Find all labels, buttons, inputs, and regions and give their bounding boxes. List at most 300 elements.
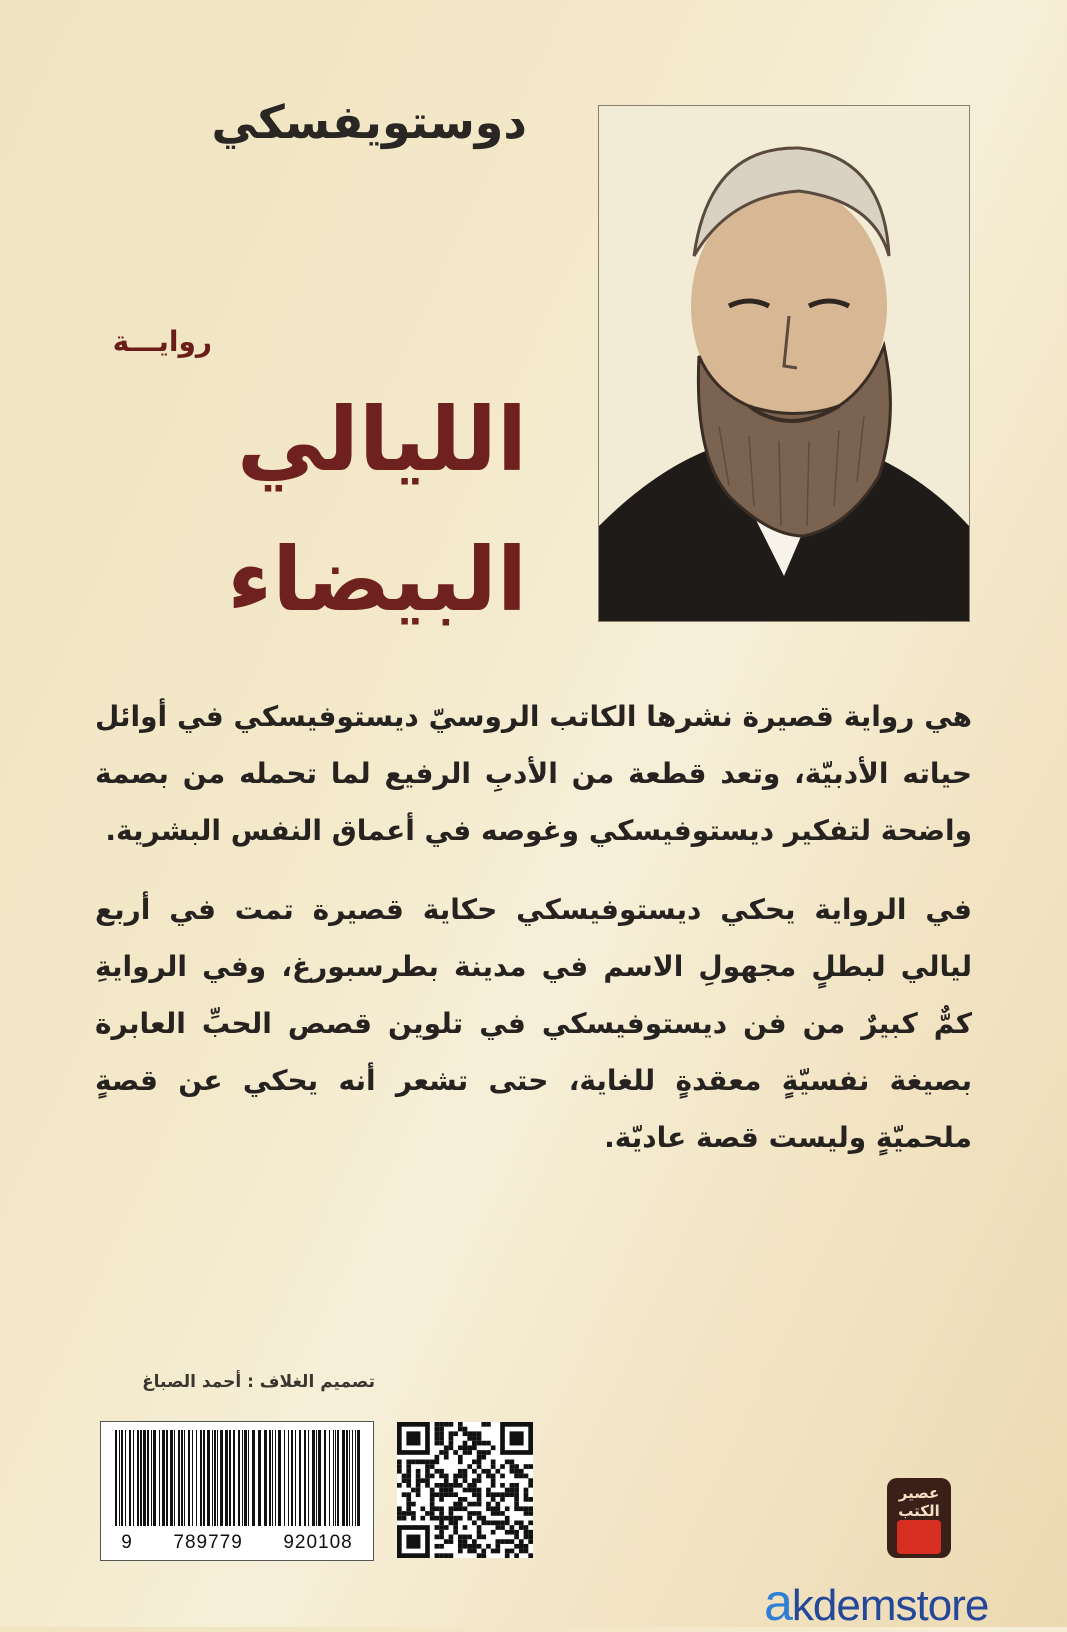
qr-module <box>514 1530 519 1535</box>
book-title-line-2: البيضاء <box>227 528 527 631</box>
qr-module <box>406 1469 411 1474</box>
barcode-bar <box>312 1430 315 1526</box>
qr-module <box>463 1478 468 1483</box>
barcode-bar <box>119 1430 120 1526</box>
barcode-bar <box>200 1430 202 1526</box>
barcode-bar <box>178 1430 180 1526</box>
author-portrait-illustration <box>599 106 969 621</box>
book-title-line-1: الليالي <box>236 388 527 491</box>
qr-module <box>528 1530 533 1535</box>
qr-module <box>481 1450 486 1455</box>
qr-module <box>510 1488 515 1493</box>
isbn-group-2: 920108 <box>283 1532 353 1553</box>
qr-module <box>449 1511 454 1516</box>
qr-module <box>458 1445 463 1450</box>
barcode-bar <box>143 1430 146 1526</box>
qr-module <box>449 1488 454 1493</box>
qr-module <box>472 1445 477 1450</box>
qr-module <box>444 1553 449 1558</box>
barcode-bar <box>242 1430 243 1526</box>
qr-module <box>425 1511 430 1516</box>
barcode-bar <box>269 1430 271 1526</box>
qr-module <box>463 1445 468 1450</box>
qr-module <box>467 1511 472 1516</box>
qr-module <box>458 1516 463 1521</box>
qr-module <box>435 1469 440 1474</box>
qr-module <box>505 1553 510 1558</box>
qr-module <box>510 1464 515 1469</box>
qr-module <box>519 1469 524 1474</box>
qr-module <box>416 1492 421 1497</box>
qr-module <box>453 1474 458 1479</box>
qr-module <box>472 1502 477 1507</box>
qr-module <box>444 1525 449 1530</box>
qr-module <box>495 1492 500 1497</box>
qr-module <box>402 1516 407 1521</box>
qr-module <box>472 1549 477 1554</box>
qr-module <box>449 1539 454 1544</box>
qr-module <box>472 1436 477 1441</box>
qr-module <box>514 1483 519 1488</box>
qr-module <box>486 1450 491 1455</box>
qr-module <box>425 1460 430 1465</box>
barcode-bar <box>181 1430 183 1526</box>
barcode-bar <box>207 1430 210 1526</box>
qr-module <box>439 1422 444 1427</box>
qr-module <box>477 1436 482 1441</box>
qr-module <box>402 1492 407 1497</box>
qr-module <box>481 1516 486 1521</box>
qr-module <box>453 1506 458 1511</box>
qr-module <box>397 1506 402 1511</box>
qr-module <box>467 1436 472 1441</box>
barcode-bar <box>288 1430 289 1526</box>
barcode-bar <box>291 1430 293 1526</box>
qr-module <box>453 1520 458 1525</box>
qr-module <box>477 1525 482 1530</box>
qr-module <box>514 1469 519 1474</box>
qr-module <box>444 1516 449 1521</box>
qr-module <box>449 1506 454 1511</box>
qr-module <box>435 1544 440 1549</box>
barcode-bar <box>278 1430 281 1526</box>
qr-module <box>435 1460 440 1465</box>
qr-module <box>425 1464 430 1469</box>
barcode-bar <box>115 1430 117 1526</box>
qr-module <box>500 1520 505 1525</box>
watermark-first-letter: a <box>764 1574 792 1632</box>
qr-module <box>458 1549 463 1554</box>
author-portrait <box>598 105 970 622</box>
barcode-bars <box>101 1422 373 1532</box>
qr-module <box>510 1549 515 1554</box>
qr-module <box>416 1474 421 1479</box>
qr-module <box>514 1544 519 1549</box>
qr-module <box>435 1455 440 1460</box>
qr-module <box>458 1469 463 1474</box>
qr-module <box>486 1544 491 1549</box>
qr-module <box>406 1464 411 1469</box>
qr-module <box>472 1539 477 1544</box>
qr-module <box>481 1455 486 1460</box>
qr-module <box>495 1506 500 1511</box>
qr-finder-center <box>406 1431 420 1445</box>
qr-module <box>500 1464 505 1469</box>
qr-module <box>439 1436 444 1441</box>
qr-module <box>514 1553 519 1558</box>
qr-module <box>486 1488 491 1493</box>
qr-module <box>425 1478 430 1483</box>
qr-module <box>411 1460 416 1465</box>
qr-module <box>495 1502 500 1507</box>
qr-module <box>519 1474 524 1479</box>
qr-module <box>481 1520 486 1525</box>
barcode-bar <box>329 1430 330 1526</box>
qr-module <box>472 1544 477 1549</box>
qr-module <box>444 1450 449 1455</box>
qr-module <box>505 1516 510 1521</box>
qr-module <box>453 1483 458 1488</box>
qr-module <box>425 1474 430 1479</box>
qr-module <box>495 1469 500 1474</box>
qr-module <box>510 1469 515 1474</box>
qr-module <box>458 1427 463 1432</box>
qr-module <box>519 1549 524 1554</box>
qr-module <box>411 1488 416 1493</box>
qr-module <box>435 1492 440 1497</box>
blurb-paragraph-1: هي رواية قصيرة نشرها الكاتب الروسيّ ديستوفيسكي في أوائل حياته الأدبيّة، وتعد قطعة من الأدبِ الرفيع لما تحمله من بصمة واضحة لتفكير ديستوفيسكي وغوصه في أعماق النفس البشرية. <box>95 700 972 847</box>
qr-module <box>477 1478 482 1483</box>
qr-module <box>467 1544 472 1549</box>
qr-module <box>439 1553 444 1558</box>
qr-module <box>439 1520 444 1525</box>
barcode-bar <box>184 1430 185 1526</box>
isbn-group-1: 789779 <box>173 1532 243 1553</box>
qr-module <box>430 1464 435 1469</box>
qr-module <box>467 1464 472 1469</box>
barcode-bar <box>188 1430 190 1526</box>
qr-code <box>397 1422 533 1558</box>
qr-module <box>495 1544 500 1549</box>
barcode-bar <box>170 1430 173 1526</box>
qr-module <box>524 1506 529 1511</box>
barcode-bar <box>159 1430 160 1526</box>
qr-module <box>528 1483 533 1488</box>
qr-module <box>439 1525 444 1530</box>
qr-module <box>458 1502 463 1507</box>
qr-module <box>439 1441 444 1446</box>
qr-module <box>495 1520 500 1525</box>
qr-module <box>463 1431 468 1436</box>
qr-finder-center <box>406 1535 420 1549</box>
qr-module <box>416 1460 421 1465</box>
qr-module <box>449 1535 454 1540</box>
qr-module <box>481 1535 486 1540</box>
qr-module <box>463 1525 468 1530</box>
qr-module <box>486 1469 491 1474</box>
qr-module <box>514 1502 519 1507</box>
qr-module <box>500 1474 505 1479</box>
qr-module <box>491 1530 496 1535</box>
qr-module <box>491 1483 496 1488</box>
qr-module <box>458 1539 463 1544</box>
qr-module <box>477 1464 482 1469</box>
barcode-bar <box>349 1430 350 1526</box>
barcode-bar <box>308 1430 309 1526</box>
qr-module <box>416 1469 421 1474</box>
qr-module <box>467 1502 472 1507</box>
qr-module <box>453 1450 458 1455</box>
qr-module <box>444 1488 449 1493</box>
barcode-bar <box>151 1430 152 1526</box>
qr-module <box>472 1520 477 1525</box>
qr-module <box>420 1478 425 1483</box>
qr-module <box>397 1469 402 1474</box>
qr-module <box>467 1549 472 1554</box>
qr-module <box>528 1535 533 1540</box>
qr-module <box>435 1516 440 1521</box>
qr-module <box>430 1474 435 1479</box>
qr-module <box>524 1464 529 1469</box>
qr-module <box>449 1516 454 1521</box>
qr-module <box>420 1506 425 1511</box>
qr-module <box>453 1516 458 1521</box>
barcode-bar <box>229 1430 231 1526</box>
qr-module <box>477 1441 482 1446</box>
qr-module <box>477 1455 482 1460</box>
qr-module <box>477 1544 482 1549</box>
qr-module <box>500 1539 505 1544</box>
barcode-bar <box>203 1430 205 1526</box>
qr-module <box>439 1497 444 1502</box>
qr-module <box>444 1483 449 1488</box>
qr-module <box>453 1478 458 1483</box>
qr-module <box>505 1488 510 1493</box>
qr-module <box>510 1483 515 1488</box>
qr-module <box>453 1492 458 1497</box>
qr-module <box>463 1535 468 1540</box>
qr-module <box>439 1431 444 1436</box>
book-blurb <box>95 688 972 1188</box>
qr-module <box>435 1506 440 1511</box>
qr-module <box>435 1535 440 1540</box>
qr-module <box>524 1492 529 1497</box>
barcode-bar <box>162 1430 165 1526</box>
qr-module <box>406 1460 411 1465</box>
qr-module <box>524 1544 529 1549</box>
qr-module <box>444 1445 449 1450</box>
qr-module <box>463 1474 468 1479</box>
qr-module <box>477 1431 482 1436</box>
qr-module <box>416 1483 421 1488</box>
qr-module <box>477 1460 482 1465</box>
qr-module <box>514 1535 519 1540</box>
qr-module <box>500 1497 505 1502</box>
qr-module <box>528 1478 533 1483</box>
qr-module <box>430 1488 435 1493</box>
qr-module <box>435 1422 440 1427</box>
qr-module <box>439 1530 444 1535</box>
barcode-bar <box>352 1430 353 1526</box>
qr-module <box>510 1530 515 1535</box>
qr-module <box>467 1445 472 1450</box>
qr-module <box>444 1539 449 1544</box>
qr-module <box>425 1483 430 1488</box>
qr-module <box>467 1483 472 1488</box>
qr-module <box>514 1506 519 1511</box>
qr-module <box>430 1506 435 1511</box>
qr-module <box>514 1474 519 1479</box>
qr-module <box>463 1450 468 1455</box>
qr-module <box>467 1431 472 1436</box>
qr-module <box>477 1450 482 1455</box>
qr-module <box>439 1516 444 1521</box>
qr-module <box>500 1525 505 1530</box>
qr-module <box>510 1525 515 1530</box>
qr-module <box>402 1478 407 1483</box>
qr-module <box>528 1520 533 1525</box>
barcode-bar <box>133 1430 134 1526</box>
barcode-bar <box>248 1430 249 1526</box>
qr-module <box>477 1502 482 1507</box>
isbn-lead-digit: 9 <box>121 1532 133 1553</box>
qr-module <box>397 1483 402 1488</box>
qr-module <box>449 1431 454 1436</box>
qr-module <box>435 1525 440 1530</box>
qr-module <box>505 1549 510 1554</box>
qr-module <box>449 1553 454 1558</box>
qr-module <box>406 1478 411 1483</box>
qr-module <box>458 1535 463 1540</box>
qr-module <box>481 1553 486 1558</box>
qr-module <box>528 1539 533 1544</box>
barcode-bar <box>318 1430 321 1526</box>
barcode-bar <box>166 1430 168 1526</box>
qr-module <box>472 1431 477 1436</box>
qr-module <box>420 1460 425 1465</box>
qr-module <box>524 1549 529 1554</box>
author-name: دوستويفسكي <box>211 95 527 149</box>
qr-module <box>406 1511 411 1516</box>
barcode-bar <box>153 1430 156 1526</box>
qr-module <box>481 1422 486 1427</box>
qr-module <box>453 1502 458 1507</box>
isbn-number <box>101 1532 373 1554</box>
qr-module <box>402 1511 407 1516</box>
qr-module <box>477 1497 482 1502</box>
qr-module <box>491 1478 496 1483</box>
qr-module <box>449 1422 454 1427</box>
cover-design-credit: تصميم الغلاف : أحمد الصباغ <box>142 1372 375 1392</box>
barcode-bar <box>357 1430 360 1526</box>
qr-module <box>472 1441 477 1446</box>
qr-module <box>477 1511 482 1516</box>
qr-module <box>491 1474 496 1479</box>
qr-module <box>481 1549 486 1554</box>
qr-module <box>491 1497 496 1502</box>
barcode-bar <box>316 1430 317 1526</box>
qr-module <box>477 1474 482 1479</box>
qr-module <box>491 1464 496 1469</box>
qr-module <box>519 1520 524 1525</box>
qr-module <box>444 1478 449 1483</box>
barcode-bar <box>295 1430 296 1526</box>
qr-module <box>458 1506 463 1511</box>
qr-module <box>463 1497 468 1502</box>
qr-module <box>453 1530 458 1535</box>
barcode-bar <box>264 1430 267 1526</box>
qr-module <box>500 1492 505 1497</box>
qr-module <box>486 1474 491 1479</box>
qr-module <box>477 1516 482 1521</box>
barcode-bar <box>225 1430 228 1526</box>
qr-module <box>402 1474 407 1479</box>
book-title <box>67 370 527 650</box>
qr-module <box>449 1492 454 1497</box>
qr-module <box>449 1445 454 1450</box>
qr-module <box>406 1502 411 1507</box>
barcode-bar <box>333 1430 334 1526</box>
qr-module <box>406 1497 411 1502</box>
qr-module <box>472 1488 477 1493</box>
qr-module <box>439 1506 444 1511</box>
qr-module <box>528 1506 533 1511</box>
barcode-bar <box>220 1430 223 1526</box>
qr-module <box>524 1474 529 1479</box>
qr-module <box>430 1460 435 1465</box>
qr-module <box>500 1483 505 1488</box>
barcode-bar <box>346 1430 348 1526</box>
qr-module <box>439 1483 444 1488</box>
qr-module <box>458 1483 463 1488</box>
qr-module <box>411 1511 416 1516</box>
qr-module <box>449 1436 454 1441</box>
qr-module <box>495 1511 500 1516</box>
qr-module <box>514 1497 519 1502</box>
qr-module <box>491 1549 496 1554</box>
qr-module <box>477 1488 482 1493</box>
barcode-bar <box>258 1430 261 1526</box>
isbn-barcode <box>100 1421 374 1561</box>
qr-module <box>430 1497 435 1502</box>
qr-module <box>524 1525 529 1530</box>
barcode-bar <box>324 1430 326 1526</box>
qr-module <box>491 1460 496 1465</box>
qr-module <box>467 1535 472 1540</box>
qr-module <box>406 1474 411 1479</box>
barcode-bar <box>238 1430 240 1526</box>
barcode-bar <box>337 1430 339 1526</box>
qr-code-modules <box>397 1422 533 1558</box>
qr-module <box>519 1525 524 1530</box>
qr-module <box>430 1492 435 1497</box>
qr-module <box>449 1520 454 1525</box>
qr-module <box>528 1553 533 1558</box>
barcode-bar <box>147 1430 149 1526</box>
qr-module <box>472 1469 477 1474</box>
qr-module <box>449 1441 454 1446</box>
qr-module <box>472 1492 477 1497</box>
qr-module <box>486 1506 491 1511</box>
barcode-bar <box>252 1430 255 1526</box>
barcode-bar <box>125 1430 126 1526</box>
qr-module <box>514 1492 519 1497</box>
publisher-logo-mark-icon <box>897 1520 941 1554</box>
barcode-bar <box>284 1430 285 1526</box>
qr-module <box>439 1488 444 1493</box>
qr-module <box>444 1455 449 1460</box>
qr-module <box>453 1431 458 1436</box>
